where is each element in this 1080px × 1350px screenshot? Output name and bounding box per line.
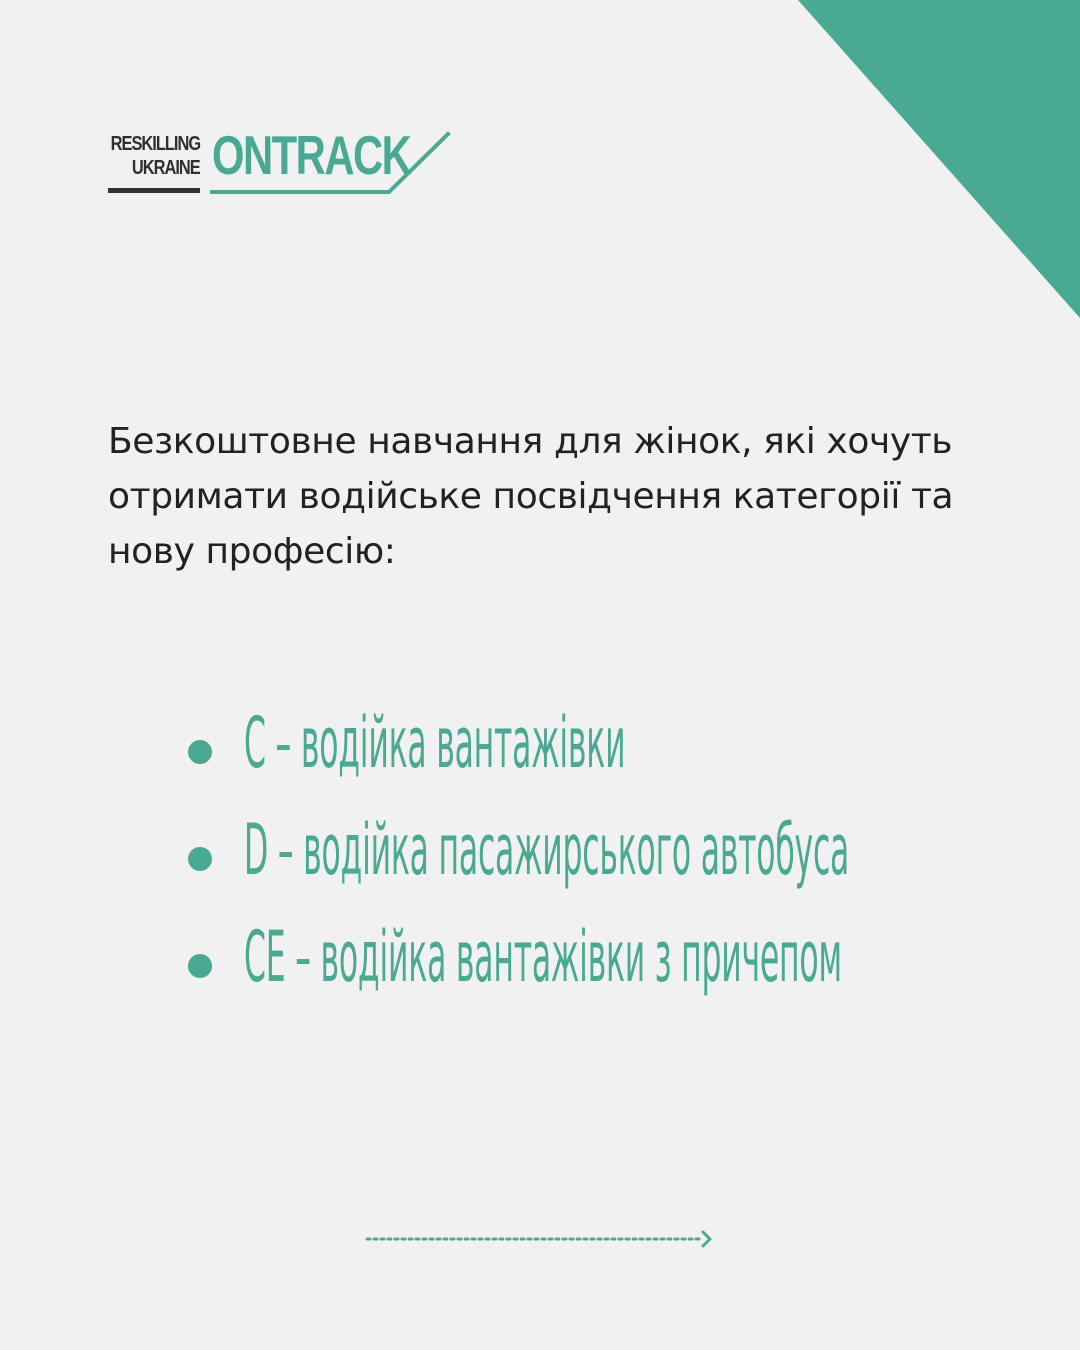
logo-reskilling-text: RESKILLING: [110, 133, 200, 155]
category-d-item: [180, 807, 1030, 914]
license-category-list: [180, 700, 1030, 1021]
reskilling-ukraine-ontrack-logo: [108, 124, 448, 200]
category-d-label: D – водійка пасажирського автобуса: [244, 809, 850, 891]
logo-ontrack-text: ONTRACK: [212, 124, 411, 186]
logo-underline: [108, 188, 200, 193]
bullet-icon: [188, 740, 212, 764]
bullet-icon: [188, 847, 212, 871]
intro-paragraph: Безкоштовне навчання для жінок, які хочуть отримати водійське посвідчення категорії та нову професію:: [108, 421, 954, 572]
ontrack-track-line-icon: [210, 124, 448, 198]
reskilling-ukraine-logo: [108, 132, 200, 192]
category-ce-item: [180, 914, 1030, 1021]
bullet-icon: [188, 954, 212, 978]
category-ce-label: CE – водійка вантажівки з причепом: [244, 916, 842, 998]
logo-ukraine-text: UKRAINE: [132, 157, 200, 179]
category-c-label: C – водійка вантажівки: [244, 702, 626, 784]
category-c-item: [180, 700, 1030, 807]
dotted-arrow-right-icon: [365, 1227, 715, 1251]
